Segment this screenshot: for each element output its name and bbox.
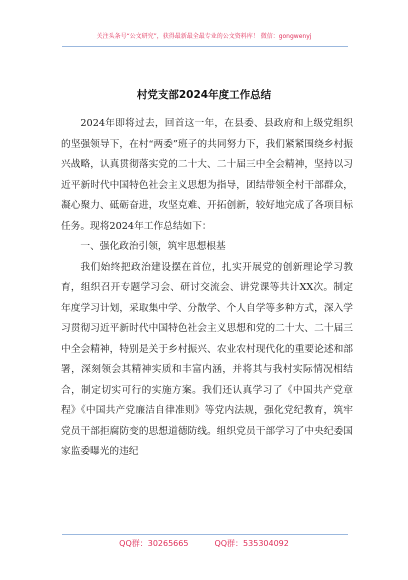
- footer: [0, 537, 408, 551]
- header-banner: 关注头条号“公文研究”，获得最新最全最专业的公文资料库！ 微信：gongwenyj: [96, 33, 312, 40]
- footer-divider: [62, 534, 348, 535]
- section-paragraph: 我们始终把政治建设摆在首位，扎实开展党的创新理论学习教育，组织召开专题学习会、研讨交流会、讲党课等共计XX次。制定年度学习计划，采取集中学、分散学、个人自学等多种方式，深入学习贯彻习近平新时代中国特色社会主义思想和党的二十大、二十届三中全会精神，特别是关于乡村振兴、农业农村现代化的重要论述和部署，深刻领会其精神实质和丰富内涵，并将其与我村实际情况相结合，制定切实可行的实施方案。我们还认真学习了《中国共产党章程》《中国共产党廉洁自律准则》等党内法规，强化党纪教育，筑牢党员干部拒腐防变的思想道德防线。组织党员干部学习了中央纪委国家监委曝光的违纪: [61, 261, 353, 457]
- footer-qq-group-1: QQ群：30265665: [119, 539, 189, 548]
- footer-qq-group-2: QQ群：535304092: [214, 539, 289, 548]
- section-heading: 一、强化政治引领，筑牢思想根基: [80, 241, 226, 252]
- intro-paragraph: 2024年即将过去，回首这一年，在县委、县政府和上级党组织的坚强领导下，在村“两委”班子的共同努力下，我们紧紧围绕乡村振兴战略，认真贯彻落实党的二十大、二十届三中全会精神，坚持以习近平新时代中国特色社会主义思想为指导，团结带领全村干部群众，凝心聚力、砥砺奋进，攻坚克难、开拓创新，较好地完成了各项目标任务。现将2024年工作总结如下：: [61, 118, 353, 232]
- header-divider: [62, 46, 348, 47]
- document-title: 村党支部2024年度工作总结: [136, 89, 272, 101]
- document-body: [61, 114, 353, 532]
